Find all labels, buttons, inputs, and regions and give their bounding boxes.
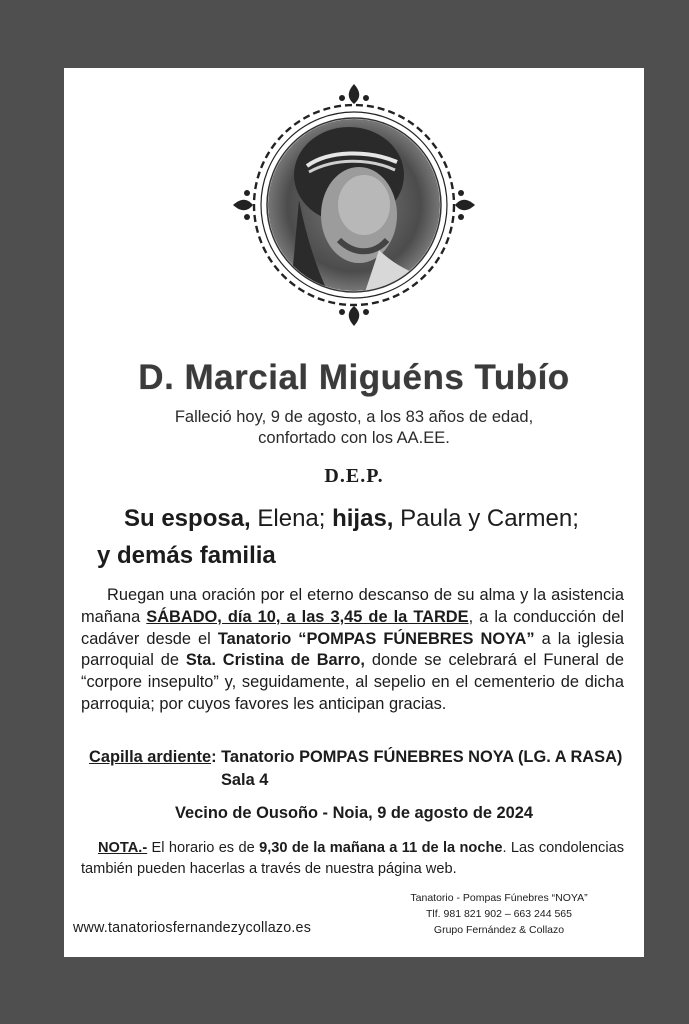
death-details: Falleció hoy, 9 de agosto, a los 83 años de edad, (174, 408, 534, 426)
children-label: hijas, (325, 505, 394, 532)
portrait-frame (229, 80, 479, 330)
funeral-home-phone: Tlf. 981 821 902 – 663 244 565 (426, 908, 572, 920)
deceased-name: D. Marcial Miguéns Tubío (138, 358, 570, 397)
funeral-home-group: Grupo Fernández & Collazo (433, 924, 565, 936)
funeral-home-info (404, 890, 594, 938)
body-text-4: donde se celebrará el Funeral de “corpore insepulto” y, seguidamente, al sepelio en el cementerio de dicha parroquia; por cuyos favores les anticipan gracias. (81, 651, 625, 713)
note (81, 838, 624, 880)
dep-heading: D.E.P. (324, 465, 384, 487)
chapel-colon: : (211, 748, 217, 766)
note-label: NOTA.- (98, 840, 148, 856)
funeral-date-time: SÁBADO, día 10, a las 3,45 de la TARDE (146, 607, 469, 626)
family-line-2: y demás familia (97, 542, 276, 569)
christ-portrait-image (229, 80, 479, 330)
wife-name: Elena; (250, 505, 326, 532)
wife-label: Su esposa, (124, 505, 251, 532)
chapel-room: Sala 4 (221, 771, 269, 789)
note-text-1: El horario es de (147, 840, 260, 856)
chapel-location: Tanatorio POMPAS FÚNEBRES NOYA (LG. A RASA) (216, 748, 623, 766)
residence-date: Vecino de Ousoño - Noia, 9 de agosto de 2024 (175, 804, 533, 822)
website-link[interactable]: www.tanatoriosfernandezycollazo.es (73, 920, 312, 936)
chapel-label: Capilla ardiente (89, 748, 212, 766)
family-line-1 (124, 505, 579, 533)
body-text-2: , a la conducción del cadáver desde el (81, 607, 624, 648)
church-name: Sta. Cristina de Barro, (185, 651, 365, 670)
note-text-2: . Las condolencias también pueden hacerlas a través de nuestra página web. (81, 840, 625, 877)
funeral-announcement (81, 585, 624, 716)
funeral-home-name: Tanatorio - Pompas Fúnebres “NOYA” (410, 892, 588, 904)
chapel-info (89, 748, 622, 767)
children-names: Paula y Carmen; (393, 505, 579, 532)
sacraments-note: confortado con los AA.EE. (258, 429, 450, 447)
body-text-3: a la iglesia parroquial de (81, 629, 624, 670)
tanatorio-name: Tanatorio “POMPAS FÚNEBRES NOYA” (217, 629, 535, 648)
obituary-card (64, 68, 644, 957)
body-text-1: Ruegan una oración por el eterno descanso de su alma y la asistencia mañana (81, 586, 624, 626)
visiting-hours: 9,30 de la mañana a 11 de la noche (259, 840, 503, 856)
